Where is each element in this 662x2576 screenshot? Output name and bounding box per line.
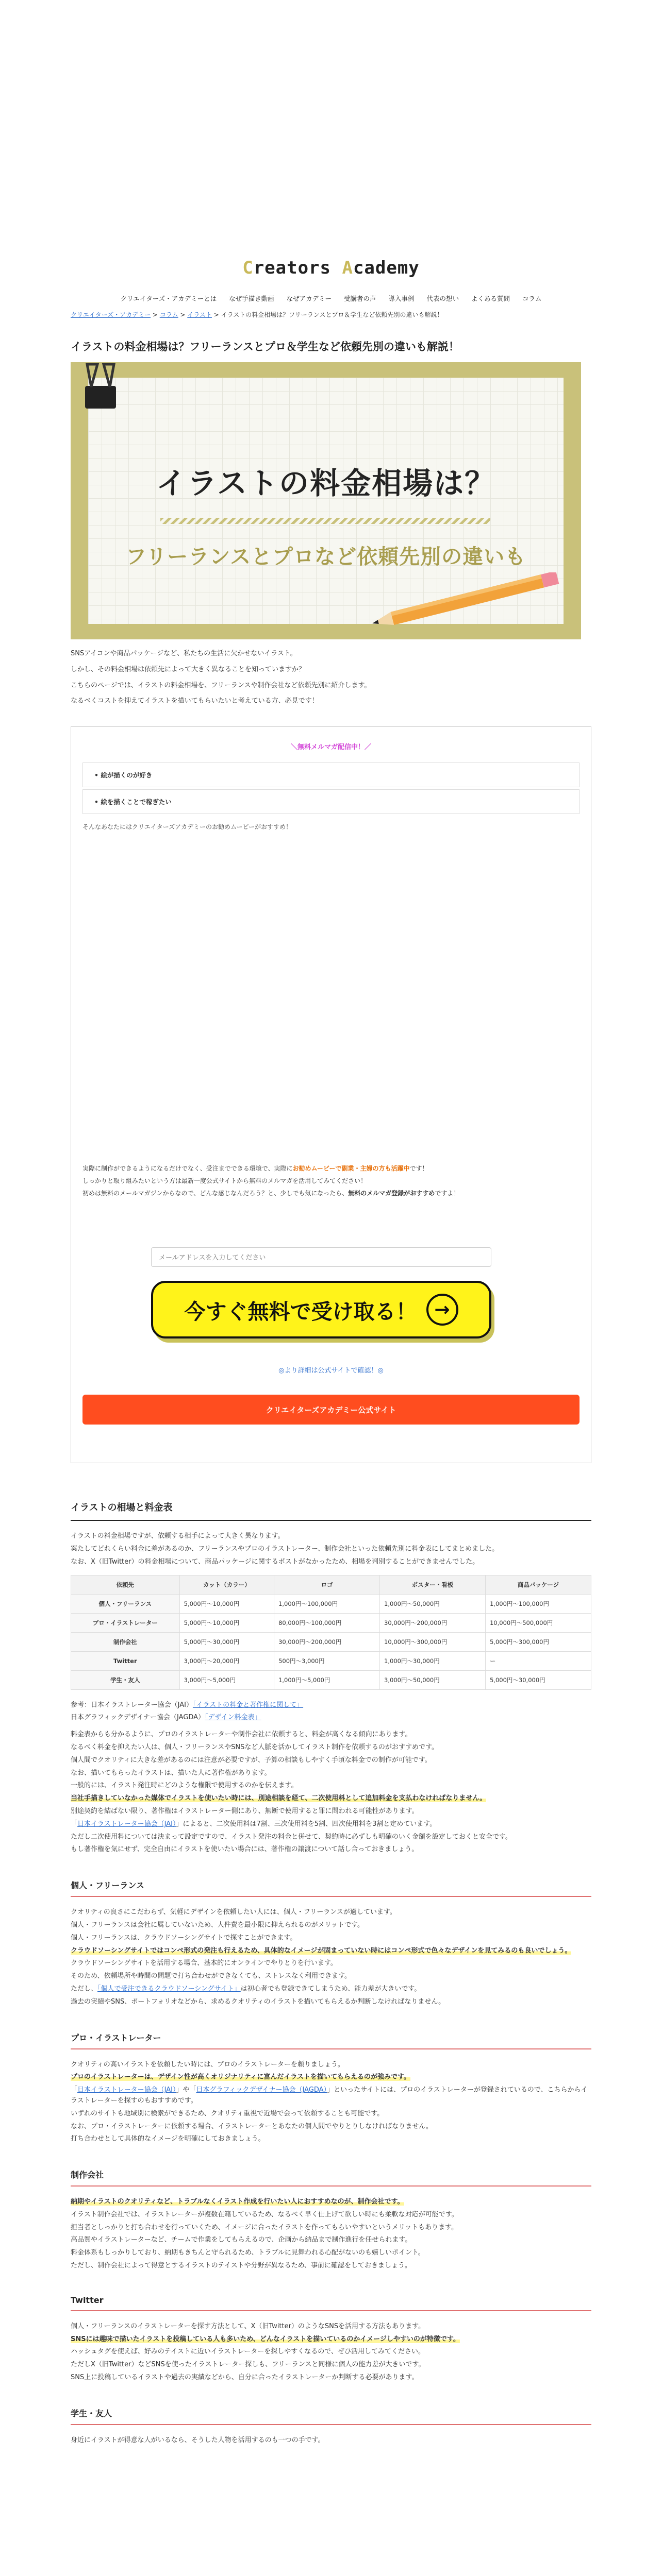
table-cell: 5,000円〜10,000円 — [179, 1613, 274, 1632]
logo-letter-c: C — [242, 258, 254, 278]
table-header: ロゴ — [274, 1575, 380, 1594]
paragraph: 個人間でクオリティに大きな差があるのには注意が必要ですが、予算の相談もしやすく手頃な料金での制作が可能です。 — [71, 1756, 432, 1764]
paragraph: 個人・フリーランスのイラストレーターを探す方法として、X（旧Twitter）のようなSNSを活用する方法もあります。 — [71, 2322, 425, 2330]
paragraph: クオリティの良さにこだわらず、気軽にデザインを依頼したい人には、個人・フリーランスが適しています。 — [71, 1908, 396, 1917]
pencil-icon — [359, 572, 576, 629]
table-header: カット（カラー） — [179, 1575, 274, 1594]
checklist-item: • 絵が描くのが好き — [82, 762, 580, 787]
reference-text: 参考：日本イラストレーター協会（JAI） — [71, 1701, 193, 1709]
table-cell: 500円〜3,000円 — [274, 1651, 380, 1670]
paragraph: なるべく料金を抑えたい人は、個人・フリーランスやSNSなど人脈を活かしてイラスト制作を依頼するのがおすすめです。 — [71, 1743, 439, 1751]
official-site-button[interactable]: クリエイターズアカデミー公式サイト — [82, 1395, 580, 1425]
paragraph: もし著作権を気にせず、完全自由にイラストを使いたい場合には、著作権の譲渡について話し合っておきましょう。 — [71, 1845, 419, 1854]
subsection-heading: 学生・友人 — [71, 2407, 591, 2425]
reference — [71, 1713, 591, 1723]
official-site-link[interactable]: ◎より詳細は公式サイトで確認！◎ — [278, 1367, 384, 1375]
intro-paragraph: なるべくコストを抑えてイラストを描いてもらいたいと考えている方、必見です！ — [71, 697, 319, 705]
table-header-row — [71, 1575, 591, 1594]
table-header: 依頼先 — [71, 1575, 180, 1594]
nav-item-voices[interactable]: 受講者の声 — [343, 295, 376, 302]
paragraph — [71, 2334, 591, 2345]
paragraph: 料金表からも分かるように、プロのイラストレーターや制作会社に依頼すると、料金が高くなる傾向にあります。 — [71, 1731, 412, 1739]
cta-highlight: お勧めムービーで副業・主婦の方も活躍中 — [292, 1165, 410, 1173]
paragraph — [71, 1984, 591, 1995]
table-cell: 3,000円〜50,000円 — [380, 1670, 486, 1689]
subsection-heading: 個人・フリーランス — [71, 1879, 591, 1897]
table-cell: プロ・イラストレーター — [71, 1613, 180, 1632]
table-cell: 30,000円〜200,000円 — [380, 1613, 486, 1632]
table-cell: 80,000円〜100,000円 — [274, 1613, 380, 1632]
paragraph: 別途契約を結ばない限り、著作権はイラストレーター側にあり、無断で使用すると罪に問われる可能性があります。 — [71, 1807, 419, 1815]
hero-stripe — [160, 518, 490, 524]
nav-item-cases[interactable]: 導入事例 — [388, 295, 415, 302]
nav-item-message[interactable]: 代表の想い — [426, 295, 459, 302]
paragraph: ただし、制作会社によって得意とするイラストのテイストや分野が異なるため、事前に確認をしておきましょう。 — [71, 2262, 412, 2270]
table-cell: 5,000円〜30,000円 — [179, 1632, 274, 1651]
paragraph — [71, 1819, 591, 1830]
paragraph: 身近にイラストが得意な人がいるなら、そうした人物を活用するのも一つの手です。 — [71, 2436, 325, 2444]
paragraph — [71, 2085, 591, 2107]
highlight-text: 納期やイラストのクオリティなど、トラブルなくイラスト作成を行いたい人におすすめなのが、制作会社です。 — [71, 2198, 404, 2206]
table-cell: 個人・フリーランス — [71, 1594, 180, 1613]
table-cell: 学生・友人 — [71, 1670, 180, 1689]
breadcrumb — [71, 310, 591, 319]
binder-clip-icon — [80, 362, 121, 421]
intro-paragraph: こちらのページでは、イラストの料金相場を、フリーランスや制作会社など依頼先別に紹介します。 — [71, 681, 371, 689]
table-cell: 3,000円〜20,000円 — [179, 1651, 274, 1670]
logo-text-2: cademy — [353, 258, 420, 278]
breadcrumb-sep: > — [178, 311, 188, 318]
cta-line: 初めは無料のメールマガジンからなので、どんな感じなんだろう？と、少しでも気になったら、 — [82, 1190, 349, 1197]
breadcrumb-column[interactable]: コラム — [159, 311, 178, 318]
crowdsourcing-link[interactable]: 「個人で受注できるクラウドソーシングサイト」 — [97, 1985, 241, 1993]
free-newsletter-label: ＼無料メルマガ配信中！／ — [290, 743, 371, 752]
intro-paragraph: SNSアイコンや商品パッケージなど、私たちの生活に欠かせないイラスト。 — [71, 650, 297, 657]
cta-line: ですよ！ — [435, 1190, 460, 1197]
table-cell: 5,000円〜30,000円 — [485, 1670, 591, 1689]
paragraph: 担当者としっかりと打ち合わせを行っていくため、イメージに合ったイラストを作ってもらいやすいというメリットもあります。 — [71, 2223, 458, 2231]
cta-line: しっかりと取り組みたいという方は最新一度公式サイトから無料のメルマガを活用してみてください！ — [82, 1177, 367, 1185]
breadcrumb-category[interactable]: イラスト — [187, 311, 212, 318]
table-header: 商品パッケージ — [485, 1575, 591, 1594]
arrow-right-icon: → — [426, 1294, 458, 1326]
paragraph-text: 「 — [71, 1820, 78, 1828]
paragraph-text: 」によると、二次使用料は7割、三次使用料を5割、四次使用料を3割と定めています。 — [176, 1820, 437, 1828]
paragraph: イラスト制作会社では、イラストレーターが複数在籍しているため、なるべく早く仕上げて欲しい時にも柔軟な対応が可能です。 — [71, 2210, 458, 2218]
price-table — [71, 1575, 591, 1690]
paragraph: ハッシュタグを使えば、好みのテイストに近いイラストレーターを探しやすくなるので、ぜひ活用してみてください。 — [71, 2348, 425, 2356]
paragraph — [71, 1793, 591, 1804]
subsection-heading: プロ・イラストレーター — [71, 2031, 591, 2049]
paragraph: 料金体系もしっかりしており、納期もきちんと守られるため、トラブルに見舞われる心配がないのも嬉しいポイント。 — [71, 2249, 425, 2257]
table-row — [71, 1613, 591, 1632]
global-nav — [71, 294, 591, 303]
table-header: ポスター・看板 — [380, 1575, 486, 1594]
receive-free-button[interactable] — [151, 1281, 491, 1338]
nav-item-faq[interactable]: よくある質問 — [471, 295, 510, 302]
jai-link[interactable]: 日本イラストレーター協会（JAI） — [77, 2086, 176, 2094]
paragraph — [71, 2072, 591, 2083]
paragraph: 個人・フリーランスは会社に属していないため、人件費を最小限に抑えられるのがメリットです。 — [71, 1921, 365, 1929]
table-cell: 5,000円〜300,000円 — [485, 1632, 591, 1651]
paragraph: 過去の実績やSNS、ポートフォリオなどから、求めるクオリティのイラストを描いてもらえるか判断しなければなりません。 — [71, 1997, 445, 2006]
subsection-heading: 制作会社 — [71, 2168, 591, 2187]
nav-item-why-hand-drawn[interactable]: なぜ手描き動画 — [229, 295, 274, 302]
newsletter-cta-box — [71, 726, 591, 1463]
jai-link[interactable]: 日本イラストレーター協会（JAI） — [77, 1820, 176, 1828]
paragraph: SNS上に投稿しているイラストや過去の実績などから、自分に合ったイラストレーターか判断する必要があります。 — [71, 2374, 419, 2382]
nav-item-column[interactable]: コラム — [522, 295, 542, 302]
table-cell: 1,000円〜100,000円 — [274, 1594, 380, 1613]
paragraph-text: 」や「 — [176, 2086, 196, 2094]
table-row — [71, 1632, 591, 1651]
breadcrumb-sep: > — [151, 311, 160, 318]
breadcrumb-sep: > — [211, 311, 221, 318]
paragraph-text: 」といったサイトには、プロのイラストレーターが登録されているので、こちらからイラストレーターを探すのもおすすめです。 — [71, 2086, 588, 2105]
paragraph: なお、X（旧Twitter）の料金相場について、商品パッケージに関するポストがなかったため、相場を判別することができませんでした。 — [71, 1557, 479, 1566]
paragraph-text: ただし、 — [71, 1985, 98, 1993]
paragraph: 一般的には、イラスト発注時にどのような権限で使用するのかを伝えます。 — [71, 1782, 298, 1790]
logo-text-1: reators — [253, 258, 342, 278]
hero-subtitle: フリーランスとプロなど依頼先別の違いも — [125, 545, 526, 569]
reference — [71, 1700, 591, 1711]
paragraph: ただしX（旧Twitter）などSNSを使ったイラストレーター探しも、フリーランスと同様に個人の能力差が大きいです。 — [71, 2361, 425, 2369]
nav-item-why-academy[interactable]: なぜアカデミー — [286, 295, 332, 302]
paragraph: 個人・フリーランスは、クラウドソーシングサイトで探すことができます。 — [71, 1934, 297, 1942]
hero-image — [71, 362, 581, 639]
cta-description — [82, 1162, 580, 1199]
table-cell: 10,000円〜300,000円 — [380, 1632, 486, 1651]
highlight-text: クラウドソーシングサイトではコンペ形式の発注も行えるため、具体的なイメージが固まっていない時にはコンペ形式で色々なデザインを見てみるのも良いでしょう。 — [71, 1946, 572, 1955]
breadcrumb-home[interactable]: クリエイターズ・アカデミー — [71, 311, 151, 318]
paragraph-text: は初心者でも登録できてしまうため、能力差が大きいです。 — [240, 1985, 421, 1993]
highlight-text: 当社手描きしていなかった媒体でイラストを使いたい時には、別途相談を経て、二次使用料として追加料金を支払わなければなりません。 — [71, 1794, 487, 1803]
cta-note: そんなあなたにはクリエイターズアカデミーのお勧めムービーがおすすめ！ — [82, 823, 292, 831]
subsection-heading: Twitter — [71, 2295, 591, 2311]
table-row — [71, 1594, 591, 1613]
checklist-item: • 絵を描くことで稼ぎたい — [82, 789, 580, 814]
table-row — [71, 1651, 591, 1670]
section-heading: イラストの相場と料金表 — [71, 1500, 591, 1521]
paragraph: イラストの料金相場ですが、依頼する相手によって大きく異なります。 — [71, 1532, 285, 1540]
intro-paragraph: しかし、その料金相場は依頼先によって大きく異なることを知っていますか？ — [71, 665, 306, 673]
breadcrumb-current: イラストの料金相場は？フリーランスとプロ＆学生など依頼先別の違いも解説！ — [221, 311, 443, 318]
table-row — [71, 1670, 591, 1689]
table-cell: 1,000円〜30,000円 — [380, 1651, 486, 1670]
paragraph: 打ち合わせとして具体的なイメージを明確にしておきましょう。 — [71, 2135, 265, 2143]
reference-link[interactable]: 「イラストの料金と著作権に関して」 — [192, 1701, 304, 1709]
paragraph: そのため、依頼場所や時間の問題で打ち合わせができなくても、ストレスなく利用できます。 — [71, 1972, 352, 1980]
paragraph-text: 「 — [71, 2086, 78, 2094]
table-cell: Twitter — [71, 1651, 180, 1670]
paragraph: 案たしてどれくらい料金に差があるのか、フリーランスやプロのイラストレーター、制作会社といった依頼先別に料金表にしてまとめました。 — [71, 1545, 499, 1553]
table-cell: 1,000円〜5,000円 — [274, 1670, 380, 1689]
paragraph: クラウドソーシングサイトを活用する場合、基本的にオンラインでやりとりを行います。 — [71, 1959, 337, 1968]
table-cell: 制作会社 — [71, 1632, 180, 1651]
cta-line: です！ — [409, 1165, 428, 1173]
paragraph — [71, 2197, 591, 2208]
logo-letter-a: A — [342, 258, 353, 278]
highlight-text: SNSには趣味で描いたイラストを投稿している人も多いため、どんなイラストを描いているのかイメージしやすいのが特徴です。 — [71, 2335, 460, 2343]
table-cell: 30,000円〜200,000円 — [274, 1632, 380, 1651]
table-cell: 1,000円〜100,000円 — [485, 1594, 591, 1613]
table-cell: 1,000円〜50,000円 — [380, 1594, 486, 1613]
table-cell: 3,000円〜5,000円 — [179, 1670, 274, 1689]
paragraph: 高品質やイラストレーターなど、チームで作業をしてもらえるので、企画から納品まで制作進行を任せられます。 — [71, 2236, 412, 2244]
table-cell: ー — [485, 1651, 591, 1670]
receive-free-label: 今すぐ無料で受け取る！ — [184, 1299, 417, 1324]
reference-link[interactable]: 「デザイン料金表」 — [205, 1714, 261, 1722]
table-cell: 10,000円〜500,000円 — [485, 1613, 591, 1632]
highlight-text: プロのイラストレーターは、デザイン性が高くオリジナリティに富んだイラストを描いてもらえるのが強みです。 — [71, 2073, 410, 2081]
paragraph: いずれのサイトも地域別に検索ができるため、クオリティ重視で近場で会って依頼することも可能です。 — [71, 2109, 384, 2117]
page-title: イラストの料金相場は？フリーランスとプロ＆学生など依頼先別の違いも解説！ — [71, 341, 459, 353]
paragraph: クオリティの高いイラストを依頼したい時には、プロのイラストレーターを頼りましょう。 — [71, 2060, 344, 2069]
paragraph: なお、プロ・イラストレーターに依頼する場合、イラストレーターとあなたの個人間でやりとりしなければなりません。 — [71, 2122, 433, 2130]
site-logo[interactable] — [71, 0, 591, 278]
jagda-link[interactable]: 日本グラフィックデザイナー協会（JAGDA） — [196, 2086, 327, 2094]
paragraph — [71, 1946, 591, 1957]
cta-line: 実際に制作ができるようになるだけでなく、受注までできる環境で、実際に — [82, 1165, 293, 1173]
cta-emphasis: 無料のメルマガ登録がおすすめ — [348, 1190, 435, 1197]
hero-title: イラストの料金相場は？ — [156, 466, 496, 501]
paragraph: ただし二次使用料については決まって設定ですので、イラスト発注の料金と併せて、契約時に必ずしも明確のいく金額を設定しておくと安全です。 — [71, 1833, 512, 1841]
paragraph: なお、描いてもらったイラストは、描いた人に著作権があります。 — [71, 1769, 271, 1777]
table-cell: 5,000円〜10,000円 — [179, 1594, 274, 1613]
email-field[interactable] — [151, 1247, 491, 1267]
nav-item-about[interactable]: クリエイターズ・アカデミーとは — [120, 295, 217, 302]
reference-text: 日本グラフィックデザイナー協会（JAGDA） — [71, 1714, 205, 1722]
